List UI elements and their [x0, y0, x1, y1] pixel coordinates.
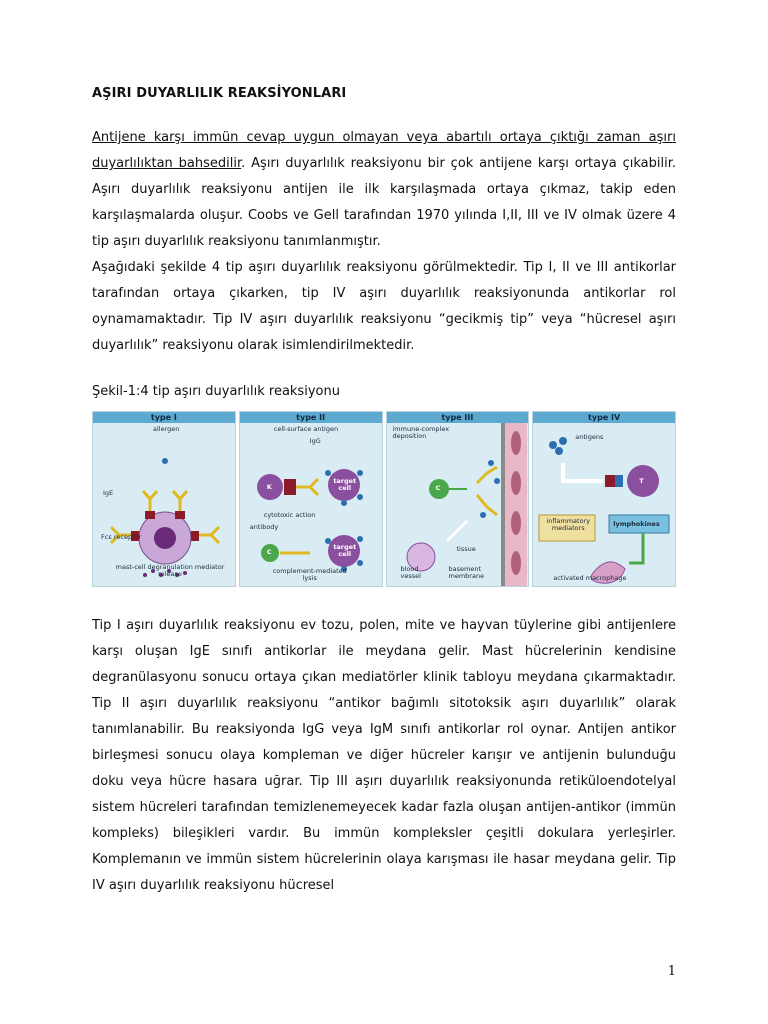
label-igg: IgG: [309, 437, 321, 445]
paragraph-2: Aşağıdaki şekilde 4 tip aşırı duyarlılık reaksiyonu görülmektedir. Tip I, II ve III antikorlar tarafından ortaya çıkarken, tip IV aşırı duyarlılık reaksiyonunda antikorlar rol oynamamaktadır. Tip IV aşırı duyarlılık reaksiyonu “gecikmiş tip” veya “hücresel aşırı duyarlılık” reaksiyonu olarak isimlendirilmektedir.: [92, 260, 676, 353]
panel-type-3: [386, 411, 530, 587]
panel-type-4: [532, 411, 676, 587]
label-c: C: [266, 548, 272, 556]
label-target-cell-2: target cell: [333, 543, 357, 558]
label-inflammatory-mediators: inflammatory mediators: [546, 517, 591, 532]
label-k: K: [266, 483, 272, 491]
label-complement-lysis: complement-mediated lysis: [272, 567, 347, 582]
label-cell-surface-antigen: cell-surface antigen: [273, 425, 339, 433]
label-tissue: tissue: [456, 545, 476, 553]
intro-paragraph: [92, 125, 676, 255]
label-basement-membrane: basement membrane: [448, 565, 485, 580]
document-page: [92, 86, 676, 899]
document-title: AŞIRI DUYARLILIK REAKSİYONLARI: [92, 86, 347, 101]
paragraph-3: Tip I aşırı duyarlılık reaksiyonu ev tozu, polen, mite ve hayvan tüylerine gibi antijenlere karşı oluşan IgE sınıfı antikorlar ile meydana gelir. Mast hücrelerinin kendisine degranülasyonu sonucu ortaya çıkan mediatörler klinik tabloyu meydana çıkarmaktadır. Tip II aşırı duyarlılık reaksiyonu “antikor bağımlı sitotoksik aşırı duyarlılık” olarak tanımlanabilir. Bu reaksiyonda IgG veya IgM sınıfı antikorlar rol oynar. Antijen antikor birleşmesi sonucu olaya kompleman ve diğer hücreler karışır ve antijenin bulunduğu doku veya hücre hasara uğrar. Tip III aşırı duyarlılık reaksiyonunda retiküloendotelyal sistem hücreleri tarafından temizlenemeyecek kadar fazla oluşan antijen-antikor (immün kompleks) bileşikleri vardır. Bu immün kompleksler çeşitli dokulara yerleşirler. Komplemanın ve immün sistem hücrelerinin olaya karışması ile hasar meydana gelir. Tip IV aşırı duyarlılık reaksiyonu hücresel: [92, 618, 676, 893]
label-t: T: [639, 477, 644, 485]
intro-rest: . Aşırı duyarlılık reaksiyonu bir çok antijene karşı ortaya çıkabilir. Aşırı duyarlılık reaksiyonu antijen ile ilk karşılaşmada ortaya çıkmaz, takip eden karşılaşmalarda oluşur. Coobs ve Gell tarafından 1970 yılında I,II, III ve IV olmak üzere 4 tip aşırı duyarlılık reaksiyonu tanımlanmıştır.: [92, 156, 677, 249]
label-antibody: antibody: [249, 523, 279, 531]
label-activated-macrophage: activated macrophage: [553, 574, 627, 582]
label-c: C: [435, 484, 441, 492]
panel-type-1: [92, 411, 236, 587]
label-cytotoxic-action: cytotoxic action: [263, 511, 316, 519]
label-allergen: allergen: [153, 425, 180, 433]
label-target-cell-1: target cell: [333, 477, 357, 492]
figure-caption: Şekil-1:4 tip aşırı duyarlılık reaksiyonu: [92, 384, 340, 399]
label-antigens: antigens: [575, 433, 604, 441]
panel-type-2: [239, 411, 383, 587]
panel-header: type III: [387, 412, 529, 423]
panel-header: type II: [240, 412, 382, 423]
page-number: 1: [667, 964, 676, 979]
label-immune-complex: immune-complex deposition: [392, 425, 450, 440]
hypersensitivity-figure: [92, 411, 676, 587]
type-2-illustration: [240, 423, 383, 587]
label-lymphokines: lymphokines: [613, 520, 660, 528]
type-3-illustration: [387, 423, 530, 587]
panel-header: type IV: [533, 412, 675, 423]
label-ige: IgE: [103, 489, 114, 497]
label-blood-vessel: blood vessel: [400, 565, 421, 580]
label-degranulation: mast-cell degranulation mediator release: [115, 563, 225, 578]
label-fc-receptor: Fcε receptor: [101, 533, 142, 541]
intro-underlined-sentence: Antijene karşı immün cevap uygun olmayan veya abartılı ortaya çıktığı zaman aşırı duyarlılıktan bahsedilir: [92, 130, 676, 171]
type-4-illustration: [533, 423, 676, 587]
panel-header: type I: [93, 412, 235, 423]
